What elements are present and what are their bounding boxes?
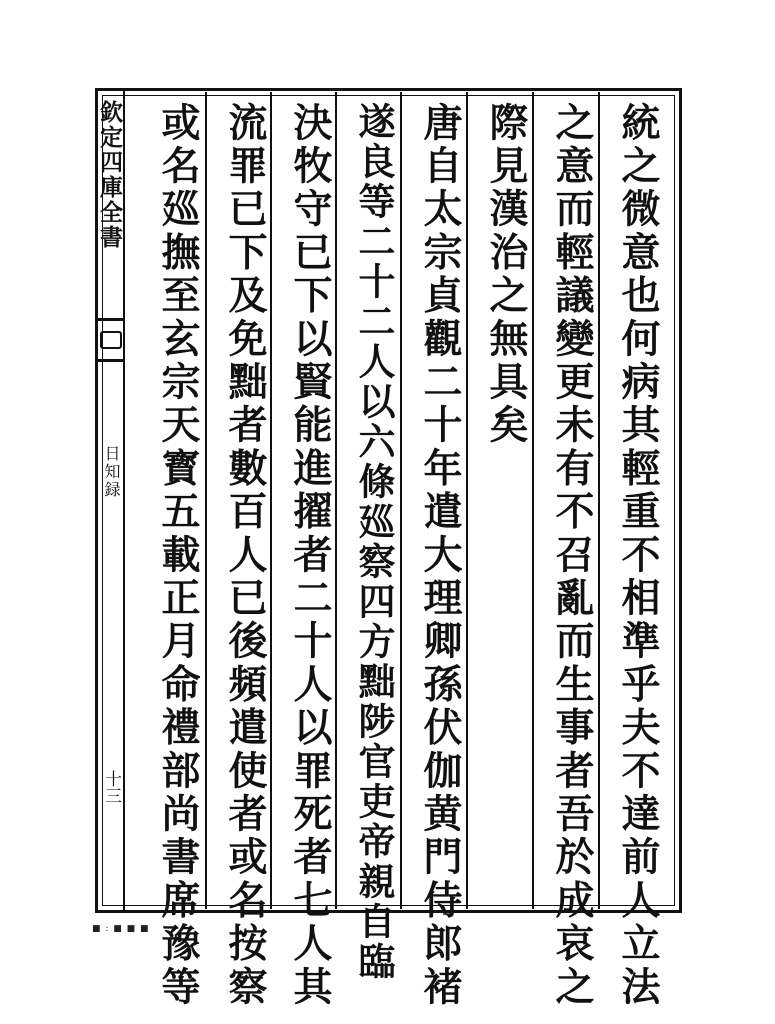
book-title: 日知録 — [102, 445, 121, 499]
column-rule — [400, 92, 402, 909]
column-rule — [466, 92, 468, 909]
series-title: 欽定四庫全書 — [96, 100, 123, 250]
column-rule — [205, 92, 207, 909]
footer-mark: ■ : ■ ■ ■ — [92, 924, 150, 934]
text-column-5: 遂良等二十二人以六條廵察四方黜陟官吏帝親自臨 — [352, 102, 396, 982]
column-rule — [335, 92, 337, 909]
fish-tail-mark-icon — [96, 318, 124, 362]
page-number: 十三 — [101, 770, 121, 804]
text-column-8: 或名廵撫至玄宗天寳五載正月命禮部尚書席豫等 — [155, 102, 201, 1010]
text-column-4: 唐自太宗貞觀二十年遣大理卿孫伏伽黄門侍郎褚 — [417, 102, 463, 1010]
column-rule — [532, 92, 534, 909]
text-column-2: 之意而輕議變更未有不召亂而生事者吾於成哀之 — [549, 102, 595, 1010]
column-rule — [598, 92, 600, 909]
column-rule — [270, 92, 272, 909]
text-column-3: 際見漢治之無具矣 — [483, 102, 529, 448]
text-column-6: 決牧守已下以賢能進擢者二十人以罪死者七人其 — [287, 102, 333, 1010]
text-column-7: 流罪已下及免黜者數百人已後頻遣使者或名按察 — [222, 102, 268, 1010]
text-column-1: 統之微意也何病其輕重不相準乎夫不達前人立法 — [615, 102, 661, 1010]
